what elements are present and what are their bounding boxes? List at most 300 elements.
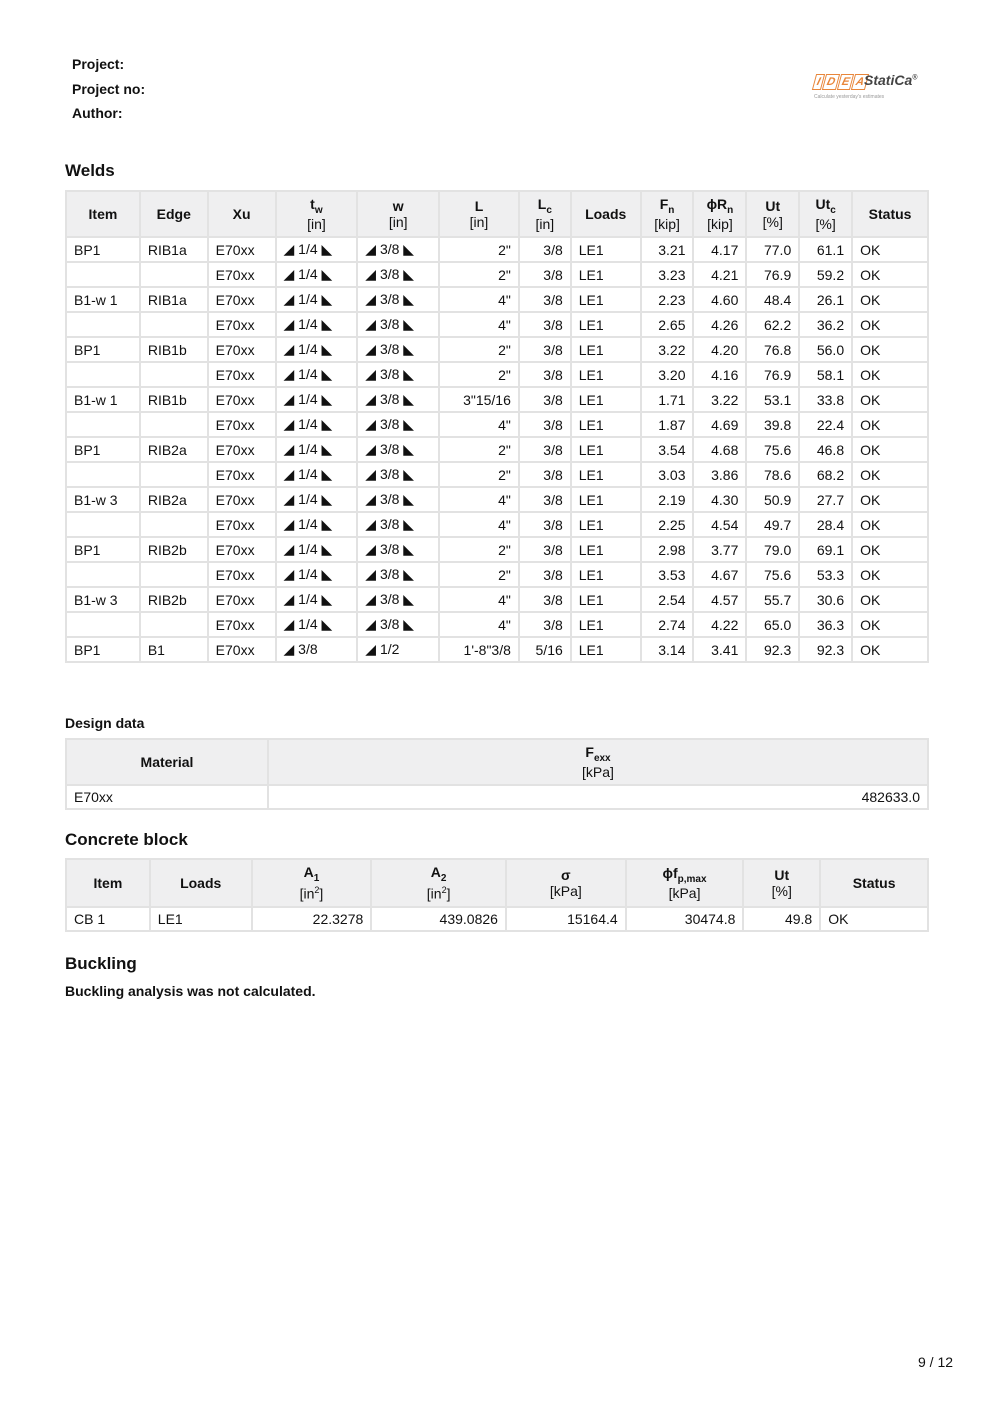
table-cell: 3/8 [519,387,571,412]
column-unit [514,883,618,899]
table-cell: E70xx [208,287,276,312]
table-cell: 69.1 [799,537,852,562]
table-cell: E70xx [208,512,276,537]
logo-mark: I D E A [814,74,868,90]
column-header [268,739,928,785]
column-unit [379,885,498,902]
unit-text: [kip] [707,216,733,233]
unit-text-end: ] [319,885,324,902]
column-header [743,859,820,907]
table-cell: LE1 [571,362,641,387]
column-header [66,191,140,237]
column-name: Loads [585,205,627,222]
table-cell: OK [852,637,928,662]
table-cell: ◢ 1/4 ◣ [276,487,358,512]
table-cell: LE1 [571,312,641,337]
table-cell: ◢ 3/8 [276,637,358,662]
table-cell: 4.67 [693,562,746,587]
table-cell: 3.86 [693,462,746,487]
table-cell: E70xx [208,337,276,362]
column-header [439,191,519,237]
table-cell: E70xx [208,462,276,487]
unit-text: [kPa] [582,764,614,781]
table-cell: 28.4 [799,512,852,537]
table-cell: 3/8 [519,312,571,337]
table-cell: ◢ 1/4 ◣ [276,337,358,362]
table-cell: ◢ 3/8 ◣ [357,462,439,487]
table-cell: 77.0 [746,237,799,262]
table-cell [140,462,208,487]
table-cell: 1'-8"3/8 [439,637,519,662]
column-unit [807,216,844,232]
column-header [641,191,694,237]
table-cell: LE1 [571,237,641,262]
column-name: ϕR [706,195,728,212]
column-unit [447,214,511,230]
table-cell: 56.0 [799,337,852,362]
unit-text: [in [426,885,442,902]
table-cell: LE1 [571,412,641,437]
table-cell: 4.17 [693,237,746,262]
table-cell: ◢ 1/4 ◣ [276,412,358,437]
table-cell: 2.54 [641,587,694,612]
table-cell: 3.03 [641,462,694,487]
table-cell: 3/8 [519,537,571,562]
table-cell: 33.8 [799,387,852,412]
table-cell: 65.0 [746,612,799,637]
table-cell: 3/8 [519,362,571,387]
design-header-row [66,739,928,785]
table-cell: 3/8 [519,337,571,362]
unit-text: [%] [815,216,836,233]
table-cell: OK [852,537,928,562]
table-cell: 1.71 [641,387,694,412]
table-cell: ◢ 3/8 ◣ [357,412,439,437]
table-cell: OK [852,262,928,287]
table-cell: LE1 [571,462,641,487]
column-header [252,859,372,907]
page-number: 9 / 12 [918,1354,954,1370]
table-cell: E70xx [66,785,268,809]
column-unit [260,885,364,902]
column-header [746,191,799,237]
table-cell: 4" [439,287,519,312]
table-cell [66,512,140,537]
table-cell: 30474.8 [626,907,744,931]
table-cell: 439.0826 [371,907,506,931]
table-cell: LE1 [571,512,641,537]
column-name: Xu [232,205,251,222]
table-cell: RIB2a [140,487,208,512]
table-cell: 3/8 [519,512,571,537]
concrete-header-row [66,859,928,907]
table-cell [140,412,208,437]
table-cell: 4.26 [693,312,746,337]
table-cell: 4.54 [693,512,746,537]
column-name: Ut [765,197,781,214]
column-unit [527,216,563,232]
table-cell: 53.1 [746,387,799,412]
column-header [626,859,744,907]
table-cell: LE1 [571,337,641,362]
table-cell: 1.87 [641,412,694,437]
table-row [66,612,928,637]
table-cell: ◢ 3/8 ◣ [357,387,439,412]
table-cell: 482633.0 [268,785,928,809]
table-cell: 3/8 [519,487,571,512]
table-cell: 2" [439,337,519,362]
column-name: F [659,195,669,212]
table-cell: ◢ 3/8 ◣ [357,337,439,362]
column-name: Loads [180,874,222,891]
table-cell: 3/8 [519,462,571,487]
table-cell: ◢ 3/8 ◣ [357,587,439,612]
table-cell: E70xx [208,562,276,587]
table-cell: B1 [140,637,208,662]
table-cell: 3.22 [693,387,746,412]
table-row [66,587,928,612]
table-cell: 3.53 [641,562,694,587]
column-name: L [474,197,484,214]
table-cell: OK [852,587,928,612]
column-name: w [392,197,404,214]
unit-text: [in] [535,216,555,233]
unit-superscript: 2 [314,884,320,895]
table-cell: 2" [439,562,519,587]
table-cell: OK [852,337,928,362]
table-cell: BP1 [66,237,140,262]
table-cell: ◢ 1/4 ◣ [276,462,358,487]
table-cell: 2.25 [641,512,694,537]
table-cell: OK [820,907,928,931]
table-row [66,287,928,312]
welds-header-row [66,191,928,237]
table-cell: 76.9 [746,362,799,387]
table-cell: ◢ 1/2 [357,637,439,662]
column-header [276,191,358,237]
table-cell: 4.16 [693,362,746,387]
table-row [66,537,928,562]
table-cell [66,312,140,337]
table-cell [140,512,208,537]
table-cell: E70xx [208,362,276,387]
logo-tagline: Calculate yesterday's estimates [814,94,885,100]
table-cell: OK [852,362,928,387]
table-cell: E70xx [208,612,276,637]
table-cell: ◢ 3/8 ◣ [357,287,439,312]
column-subscript: p,max [677,873,707,885]
table-cell [140,262,208,287]
column-unit [754,214,791,230]
table-cell: ◢ 1/4 ◣ [276,612,358,637]
concrete-title: Concrete block [65,830,188,849]
table-cell: 49.7 [746,512,799,537]
table-cell: ◢ 1/4 ◣ [276,262,358,287]
table-cell: E70xx [208,312,276,337]
column-unit [649,216,686,232]
table-cell: ◢ 1/4 ◣ [276,362,358,387]
author-label: Author: [72,105,123,121]
table-cell: 3"15/16 [439,387,519,412]
unit-text: [%] [762,214,783,230]
table-cell: ◢ 3/8 ◣ [357,262,439,287]
table-cell: LE1 [571,437,641,462]
unit-superscript: 2 [441,884,447,895]
table-cell: 2" [439,462,519,487]
table-cell: ◢ 3/8 ◣ [357,237,439,262]
table-cell: 3.41 [693,637,746,662]
project-no-label: Project no: [72,81,146,97]
table-cell [66,262,140,287]
table-cell: E70xx [208,412,276,437]
table-cell: 55.7 [746,587,799,612]
table-cell: OK [852,462,928,487]
table-cell: E70xx [208,387,276,412]
idea-statica-logo [814,74,924,104]
column-subscript: 2 [440,873,447,885]
table-cell: 4" [439,312,519,337]
column-unit [284,216,350,232]
table-cell: 3/8 [519,412,571,437]
design-data-table [65,738,929,810]
column-name: A [303,864,314,881]
column-name: Item [88,205,118,222]
table-cell: 4.22 [693,612,746,637]
column-name: Ut [774,866,790,883]
table-cell: 3/8 [519,562,571,587]
table-cell: 2" [439,262,519,287]
column-header [66,859,150,907]
table-cell: BP1 [66,437,140,462]
unit-text: [kPa] [549,883,582,899]
column-name: L [537,195,547,212]
table-cell [140,562,208,587]
unit-text: [in] [307,216,326,233]
table-cell: 2.19 [641,487,694,512]
table-cell: 3.20 [641,362,694,387]
table-cell: OK [852,512,928,537]
table-cell: E70xx [208,487,276,512]
table-cell: RIB1a [140,237,208,262]
table-cell: LE1 [571,262,641,287]
table-cell: 5/16 [519,637,571,662]
column-unit [751,883,812,899]
table-cell: 61.1 [799,237,852,262]
table-cell: LE1 [571,637,641,662]
table-cell: 2.65 [641,312,694,337]
table-cell: RIB1a [140,287,208,312]
table-cell: 78.6 [746,462,799,487]
table-cell: 3.77 [693,537,746,562]
column-header [357,191,439,237]
column-subscript: n [727,204,734,216]
table-row [66,387,928,412]
table-cell: OK [852,287,928,312]
table-cell: 92.3 [799,637,852,662]
table-row [66,907,928,931]
table-cell: 4" [439,612,519,637]
design-data-title: Design data [65,715,145,731]
table-cell: 4.57 [693,587,746,612]
buckling-note: Buckling analysis was not calculated. [65,983,316,999]
column-header [371,859,506,907]
table-cell: 3.14 [641,637,694,662]
table-cell: 27.7 [799,487,852,512]
unit-text: [kip] [654,216,680,233]
table-cell: LE1 [571,612,641,637]
table-cell: 3/8 [519,237,571,262]
table-cell: RIB2b [140,537,208,562]
column-unit [276,764,920,780]
table-cell: 4" [439,512,519,537]
table-cell: E70xx [208,262,276,287]
unit-text: [%] [771,883,792,899]
table-cell: OK [852,437,928,462]
table-cell: LE1 [571,587,641,612]
table-cell: ◢ 1/4 ◣ [276,237,358,262]
table-cell [66,462,140,487]
table-cell: 3.54 [641,437,694,462]
table-cell [140,362,208,387]
column-header [820,859,928,907]
table-cell: ◢ 1/4 ◣ [276,562,358,587]
table-row [66,562,928,587]
table-cell: 2.74 [641,612,694,637]
concrete-table [65,858,929,932]
table-cell: ◢ 3/8 ◣ [357,562,439,587]
column-header [140,191,208,237]
column-subscript: n [668,204,675,216]
unit-text-end: ] [446,885,451,902]
table-cell: ◢ 1/4 ◣ [276,437,358,462]
table-row [66,312,928,337]
column-name: Status [868,205,912,222]
table-cell: 39.8 [746,412,799,437]
buckling-title: Buckling [65,954,137,973]
table-cell: 2" [439,437,519,462]
column-name: Ut [815,195,831,212]
table-cell: 3.21 [641,237,694,262]
table-cell: 3/8 [519,612,571,637]
table-cell: 15164.4 [506,907,626,931]
table-cell: BP1 [66,637,140,662]
table-cell: OK [852,312,928,337]
table-cell: 4.20 [693,337,746,362]
table-cell: ◢ 1/4 ◣ [276,512,358,537]
table-row [66,462,928,487]
table-cell: OK [852,237,928,262]
table-cell: 75.6 [746,437,799,462]
table-cell [66,612,140,637]
table-cell: 2.23 [641,287,694,312]
column-subscript: exx [593,752,611,764]
table-cell: OK [852,612,928,637]
table-row [66,237,928,262]
table-cell: E70xx [208,587,276,612]
table-cell: 2" [439,537,519,562]
table-cell [140,612,208,637]
table-cell: 92.3 [746,637,799,662]
column-name: Edge [156,205,191,222]
table-cell: 4.60 [693,287,746,312]
table-cell: LE1 [571,287,641,312]
table-cell: 4" [439,487,519,512]
table-cell: OK [852,562,928,587]
column-header [208,191,276,237]
table-cell: 3.23 [641,262,694,287]
table-cell: LE1 [571,537,641,562]
table-cell: LE1 [571,487,641,512]
logo-brand: StatiCa® [864,72,918,88]
column-name: Material [140,753,194,770]
column-subscript: w [314,204,323,216]
column-name: Status [852,874,896,891]
table-cell: 26.1 [799,287,852,312]
table-cell: B1-w 3 [66,587,140,612]
column-name: Item [93,874,123,891]
table-cell: 36.3 [799,612,852,637]
table-cell: 2" [439,237,519,262]
table-cell: 36.2 [799,312,852,337]
table-cell: 62.2 [746,312,799,337]
table-cell: 4" [439,412,519,437]
column-header [66,739,268,785]
table-cell: 46.8 [799,437,852,462]
column-name: F [585,743,594,760]
column-unit [634,885,736,901]
table-cell: 58.1 [799,362,852,387]
table-cell: LE1 [571,562,641,587]
column-header [519,191,571,237]
table-cell: 76.8 [746,337,799,362]
table-cell: 48.4 [746,287,799,312]
column-unit [701,216,738,232]
table-cell: OK [852,487,928,512]
table-cell: 68.2 [799,462,852,487]
column-unit [365,214,431,230]
table-cell: 3/8 [519,262,571,287]
table-cell: 22.3278 [252,907,372,931]
table-cell: ◢ 1/4 ◣ [276,312,358,337]
table-cell: 4" [439,587,519,612]
table-cell: 79.0 [746,537,799,562]
table-cell: E70xx [208,637,276,662]
column-header [571,191,641,237]
table-row [66,487,928,512]
table-cell: RIB1b [140,387,208,412]
column-name: t [310,195,315,212]
table-cell: BP1 [66,337,140,362]
table-row [66,337,928,362]
table-row [66,362,928,387]
table-cell: 3/8 [519,287,571,312]
table-cell: ◢ 1/4 ◣ [276,287,358,312]
column-name: A [430,864,441,881]
table-row [66,262,928,287]
table-cell: ◢ 3/8 ◣ [357,612,439,637]
column-header [506,859,626,907]
table-cell: B1-w 1 [66,287,140,312]
table-cell: 4.68 [693,437,746,462]
table-cell: ◢ 1/4 ◣ [276,387,358,412]
table-cell: 3/8 [519,587,571,612]
table-cell: RIB2a [140,437,208,462]
table-cell: 4.30 [693,487,746,512]
column-name: σ [561,866,571,883]
table-cell: 4.69 [693,412,746,437]
table-cell: LE1 [150,907,252,931]
table-row [66,637,928,662]
